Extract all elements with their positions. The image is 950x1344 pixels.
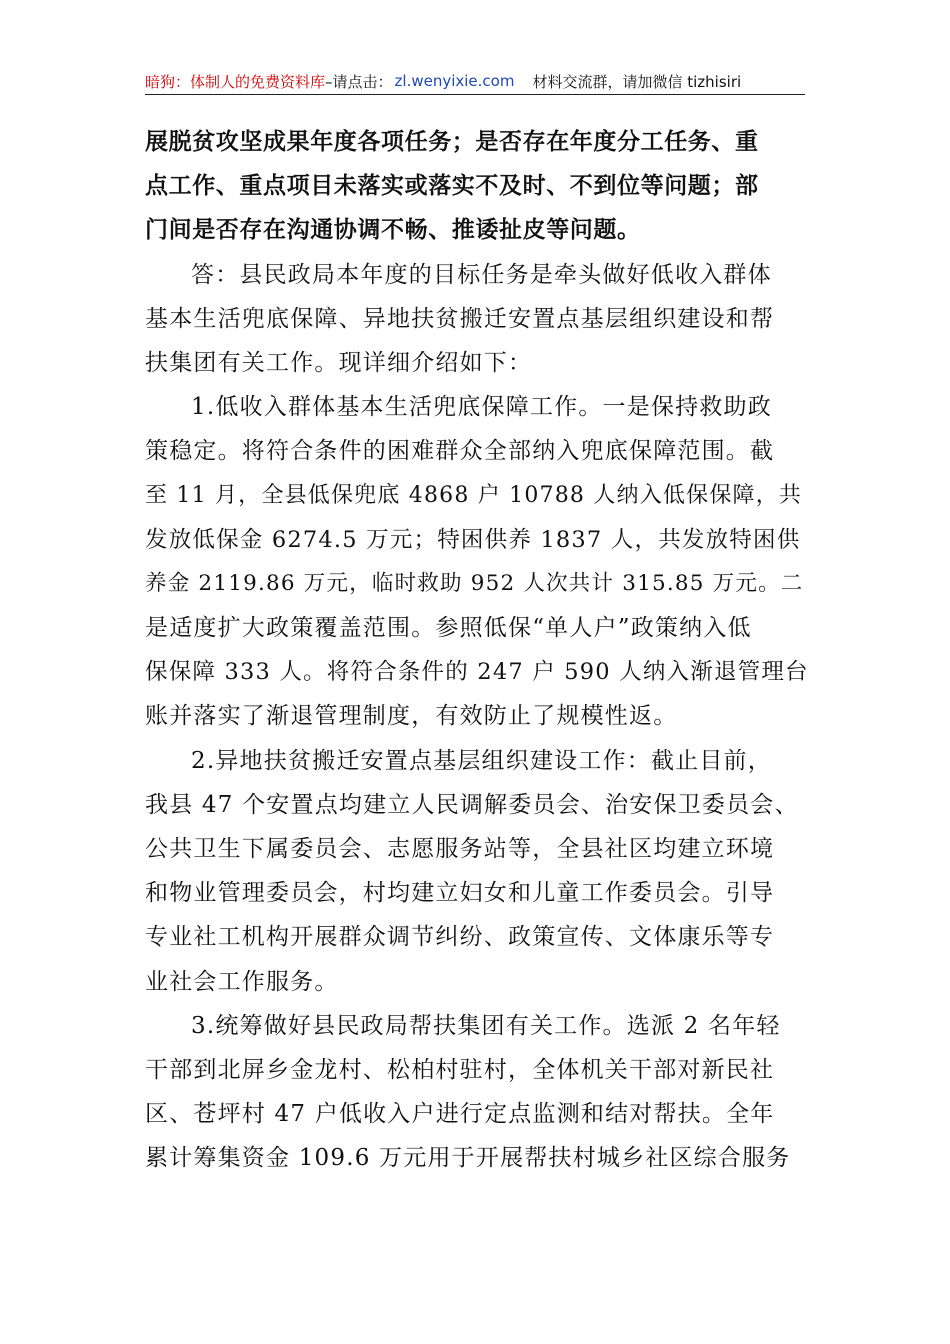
section-1-line-7: 保保障 333 人。将符合条件的 247 户 590 人纳入渐退管理台 <box>145 659 809 686</box>
section-1-line-4: 发放低保金 6274.5 万元；特困供养 1837 人，共发放特困供 <box>145 526 801 553</box>
answer-line-3: 扶集团有关工作。现详细介绍如下： <box>145 349 533 376</box>
question-line-2: 点工作、重点项目未落实或落实不及时、不到位等问题；部 <box>145 173 759 200</box>
section-1-line-1: 1.低收入群体基本生活兜底保障工作。一是保持救助政 <box>191 394 772 421</box>
section-2-line-1: 2.异地扶贫搬迁安置点基层组织建设工作：截止目前， <box>191 747 772 774</box>
section-2-line-2: 我县 47 个安置点均建立人民调解委员会、治安保卫委员会、 <box>145 791 799 818</box>
section-2-line-5: 专业社工机构开展群众调节纠纷、政策宣传、文体康乐等专 <box>145 924 775 951</box>
header-divider <box>145 94 805 95</box>
page-header <box>145 68 805 94</box>
header-prompt: –请点击： <box>325 72 393 91</box>
document-body <box>145 120 810 1181</box>
header-brand: 暗狗：体制人的免费资料库 <box>145 72 326 91</box>
section-3-line-3: 区、苍坪村 47 户低收入户进行定点监测和结对帮扶。全年 <box>145 1101 775 1128</box>
section-2-line-6: 业社会工作服务。 <box>145 968 339 995</box>
section-3-line-4: 累计筹集资金 109.6 万元用于开展帮扶村城乡社区综合服务 <box>145 1145 791 1172</box>
section-1-line-5: 养金 2119.86 万元，临时救助 952 人次共计 315.85 万元。二 <box>145 570 804 596</box>
question-line-1: 展脱贫攻坚成果年度各项任务；是否存在年度分工任务、重 <box>145 129 759 155</box>
section-3-line-1: 3.统筹做好县民政局帮扶集团有关工作。选派 2 名年轻 <box>191 1012 781 1039</box>
question-line-3: 门间是否存在沟通协调不畅、推诿扯皮等问题。 <box>145 217 641 244</box>
section-1-line-3: 至 11 月，全县低保兜底 4868 户 10788 人纳入低保保障，共 <box>145 482 803 508</box>
header-link[interactable]: zl.wenyixie.com <box>394 72 515 90</box>
answer-line-1: 答：县民政局本年度的目标任务是牵头做好低收入群体 <box>191 261 772 288</box>
section-3-line-2: 干部到北屏乡金龙村、松柏村驻村，全体机关干部对新民社 <box>145 1056 775 1083</box>
section-1-line-2: 策稳定。将符合条件的困难群众全部纳入兜底保障范围。截 <box>145 438 775 465</box>
section-1-line-8: 账并落实了渐退管理制度，有效防止了规模性返。 <box>145 703 678 730</box>
header-wechat-note: 材料交流群，请加微信 tizhisiri <box>532 72 742 91</box>
section-1-line-6: 是适度扩大政策覆盖范围。参照低保“单人户”政策纳入低 <box>145 615 752 642</box>
answer-line-2: 基本生活兜底保障、异地扶贫搬迁安置点基层组织建设和帮 <box>145 305 775 332</box>
section-2-line-4: 和物业管理委员会，村均建立妇女和儿童工作委员会。引导 <box>145 880 775 907</box>
section-2-line-3: 公共卫生下属委员会、志愿服务站等，全县社区均建立环境 <box>145 836 775 862</box>
